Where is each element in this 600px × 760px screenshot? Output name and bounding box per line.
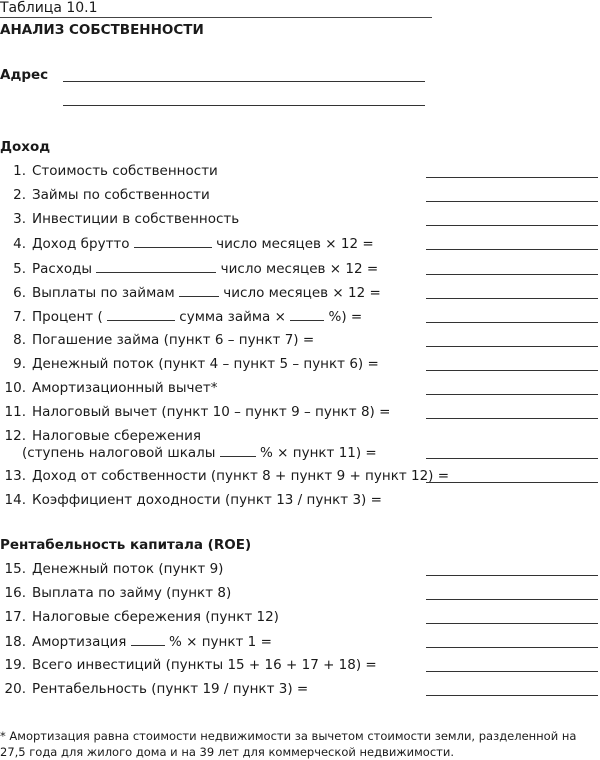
- row-text: Налоговые сбережения: [32, 428, 201, 444]
- form-row: [0, 633, 272, 650]
- row-number: 7.: [13, 309, 26, 325]
- address-line-1[interactable]: [63, 81, 425, 82]
- answer-line[interactable]: [426, 599, 598, 600]
- row-subline: [22, 444, 377, 461]
- form-row: [0, 163, 218, 179]
- row-text: Амортизация: [32, 634, 131, 650]
- answer-line[interactable]: [426, 249, 598, 250]
- row-text: число месяцев × 12 =: [211, 236, 374, 252]
- form-row: [0, 308, 362, 325]
- row-text: Займы по собственности: [32, 187, 210, 203]
- row-number: 9.: [13, 356, 26, 372]
- address-line-2[interactable]: [63, 105, 425, 106]
- row-text: Амортизационный вычет*: [32, 380, 218, 396]
- row-text: Рентабельность (пункт 19 / пункт 3) =: [32, 681, 309, 697]
- income-heading: Доход: [0, 139, 51, 155]
- row-text: число месяцев × 12 =: [216, 261, 379, 277]
- form-row: [0, 585, 231, 601]
- answer-line[interactable]: [426, 695, 598, 696]
- form-row: [0, 356, 379, 372]
- footnote: * Амортизация равна стоимости недвижимости за вычетом стоимости земли, разделенной на 27,5 года для жилого дома и на 39 лет для коммерческой недвижимости.: [0, 729, 577, 759]
- form-row: [0, 492, 382, 508]
- row-number: 14.: [4, 492, 26, 508]
- form-row: [0, 332, 314, 348]
- row-text: Всего инвестиций (пункты 15 + 16 + 17 + 18) =: [32, 657, 377, 673]
- answer-line[interactable]: [426, 225, 598, 226]
- form-row: [0, 235, 374, 252]
- form-row: [0, 380, 217, 396]
- inline-blank-field[interactable]: [96, 260, 216, 273]
- answer-line[interactable]: [426, 418, 598, 419]
- row-text: (ступень налоговой шкалы: [22, 445, 220, 461]
- form-row: [0, 468, 449, 484]
- row-number: 18.: [4, 634, 26, 650]
- answer-line[interactable]: [426, 298, 598, 299]
- row-text: Стоимость собственности: [32, 163, 218, 179]
- row-number: 2.: [13, 187, 26, 203]
- row-text: сумма займа ×: [175, 309, 291, 325]
- row-number: 8.: [13, 332, 26, 348]
- row-number: 13.: [4, 468, 26, 484]
- answer-line[interactable]: [426, 623, 598, 624]
- answer-line[interactable]: [426, 458, 598, 459]
- inline-blank-field[interactable]: [179, 284, 219, 297]
- row-text: Доход брутто: [32, 236, 134, 252]
- answer-line[interactable]: [426, 177, 598, 178]
- form-row: [0, 681, 308, 697]
- inline-blank-field[interactable]: [134, 235, 212, 248]
- row-number: 15.: [4, 561, 26, 577]
- inline-blank-field[interactable]: [131, 633, 165, 646]
- caption-rule: [0, 17, 432, 18]
- address-label: Адрес: [0, 67, 49, 83]
- row-text: Налоговые сбережения (пункт 12): [32, 609, 279, 625]
- row-number: 20.: [4, 681, 26, 697]
- answer-line[interactable]: [426, 394, 598, 395]
- row-text: Коэффициент доходности (пункт 13 / пункт 3) =: [32, 492, 382, 508]
- form-row: [0, 561, 223, 577]
- row-number: 4.: [13, 236, 26, 252]
- form-title: АНАЛИЗ СОБСТВЕННОСТИ: [0, 22, 204, 38]
- answer-line[interactable]: [426, 370, 598, 371]
- row-number: 16.: [4, 585, 26, 601]
- row-text: % × пункт 11) =: [255, 445, 377, 461]
- answer-line[interactable]: [426, 346, 598, 347]
- row-text: %) =: [324, 309, 363, 325]
- row-text: Налоговый вычет (пункт 10 – пункт 9 – пункт 8) =: [32, 404, 391, 420]
- row-text: Денежный поток (пункт 4 – пункт 5 – пункт 6) =: [32, 356, 379, 372]
- answer-line[interactable]: [426, 274, 598, 275]
- answer-line[interactable]: [426, 575, 598, 576]
- row-text: Расходы: [32, 261, 97, 277]
- row-text: Погашение займа (пункт 6 – пункт 7) =: [32, 332, 315, 348]
- answer-line[interactable]: [426, 482, 598, 483]
- row-text: Инвестиции в собственность: [32, 211, 240, 227]
- row-text: % × пункт 1 =: [164, 634, 272, 650]
- form-row: [0, 187, 210, 203]
- row-number: 17.: [4, 609, 26, 625]
- row-text: Выплата по займу (пункт 8): [32, 585, 232, 601]
- row-number: 11.: [4, 404, 26, 420]
- form-row: [0, 211, 239, 227]
- row-number: 6.: [13, 285, 26, 301]
- inline-blank-field[interactable]: [290, 308, 324, 321]
- answer-line[interactable]: [426, 647, 598, 648]
- answer-line[interactable]: [426, 201, 598, 202]
- inline-blank-field[interactable]: [220, 444, 256, 457]
- roe-heading: Рентабельность капитала (ROE): [0, 537, 252, 553]
- inline-blank-field[interactable]: [107, 308, 175, 321]
- row-number: 10.: [4, 380, 26, 396]
- form-row: [0, 657, 377, 673]
- form-row: [0, 609, 279, 625]
- row-number: 1.: [13, 163, 26, 179]
- form-row: [0, 404, 390, 420]
- table-caption: Таблица 10.1: [0, 0, 98, 16]
- form-row: [0, 428, 201, 444]
- row-number: 5.: [13, 261, 26, 277]
- form-row: [0, 260, 378, 277]
- form-row: [0, 284, 381, 301]
- row-text: Доход от собственности (пункт 8 + пункт 9 + пункт 12) =: [32, 468, 450, 484]
- answer-line[interactable]: [426, 322, 598, 323]
- row-text: число месяцев × 12 =: [219, 285, 381, 301]
- row-number: 19.: [4, 657, 26, 673]
- row-text: Денежный поток (пункт 9): [32, 561, 224, 577]
- row-number: 3.: [13, 211, 26, 227]
- row-text: Выплаты по займам: [32, 285, 179, 301]
- answer-line[interactable]: [426, 671, 598, 672]
- row-text: Процент (: [32, 309, 108, 325]
- row-number: 12.: [4, 428, 26, 444]
